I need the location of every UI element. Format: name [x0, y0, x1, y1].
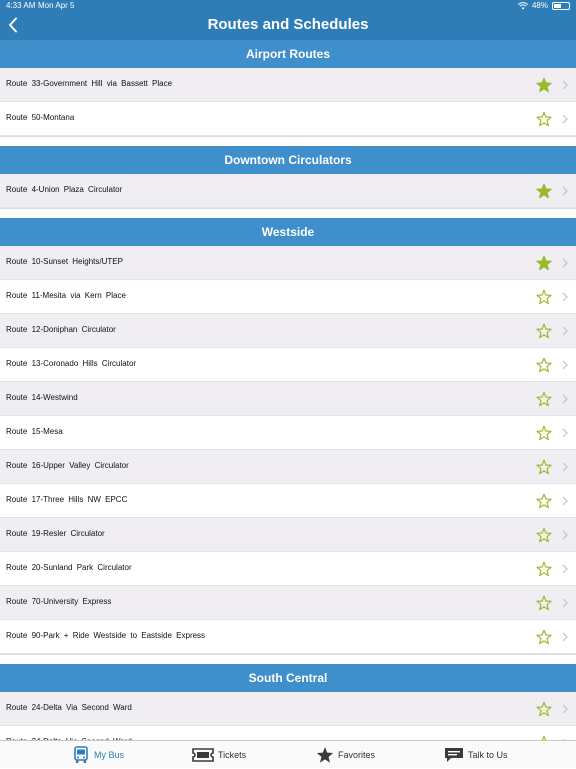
favorite-star-icon[interactable] — [536, 595, 552, 611]
chevron-right-icon — [561, 462, 569, 472]
route-row[interactable] — [0, 246, 576, 280]
route-row[interactable] — [0, 314, 576, 348]
route-row[interactable] — [0, 416, 576, 450]
route-label: Route 19-Resler Circulator — [6, 529, 105, 538]
star-icon — [316, 746, 334, 764]
favorite-star-icon[interactable] — [536, 391, 552, 407]
route-row[interactable] — [0, 174, 576, 208]
favorite-star-icon[interactable] — [536, 629, 552, 645]
route-label: Route 4-Union Plaza Circulator — [6, 185, 123, 194]
chevron-right-icon — [561, 428, 569, 438]
favorite-star-icon[interactable] — [536, 561, 552, 577]
tab-tickets[interactable] — [192, 741, 246, 769]
status-time: 4:33 AM — [6, 1, 36, 10]
route-label: Route 70-University Express — [6, 597, 112, 606]
battery-icon — [552, 2, 570, 10]
wifi-icon — [518, 2, 528, 10]
section-header: Westside — [0, 218, 576, 246]
section-spacer — [0, 208, 576, 218]
favorite-star-icon[interactable] — [536, 289, 552, 305]
favorite-star-icon[interactable] — [536, 527, 552, 543]
chevron-right-icon — [561, 496, 569, 506]
favorite-star-filled-icon[interactable] — [536, 183, 552, 199]
route-label: Route 15-Mesa — [6, 427, 63, 436]
chevron-right-icon — [561, 114, 569, 124]
chevron-right-icon — [561, 598, 569, 608]
route-label: Route 20-Sunland Park Circulator — [6, 563, 132, 572]
chevron-right-icon — [561, 394, 569, 404]
chat-icon — [444, 747, 464, 763]
route-row[interactable] — [0, 280, 576, 314]
section-header: Airport Routes — [0, 40, 576, 68]
route-label: Route 50-Montana — [6, 113, 75, 122]
page-title: Routes and Schedules — [207, 16, 369, 33]
chevron-right-icon — [561, 258, 569, 268]
route-label: Route 11-Mesita via Kern Place — [6, 291, 126, 300]
route-row[interactable] — [0, 102, 576, 136]
chevron-right-icon — [561, 326, 569, 336]
navigation-bar — [0, 0, 576, 40]
route-row[interactable] — [0, 382, 576, 416]
route-row[interactable] — [0, 552, 576, 586]
tab-label: Favorites — [338, 750, 376, 760]
tab-bar — [0, 740, 576, 768]
route-row[interactable] — [0, 518, 576, 552]
route-label: Route 14-Westwind — [6, 393, 78, 402]
chevron-right-icon — [561, 530, 569, 540]
tab-my-bus[interactable] — [72, 741, 124, 769]
route-row[interactable] — [0, 68, 576, 102]
chevron-right-icon — [561, 80, 569, 90]
favorite-star-icon[interactable] — [536, 425, 552, 441]
chevron-right-icon — [561, 632, 569, 642]
status-date: Mon Apr 5 — [38, 1, 75, 10]
favorite-star-icon[interactable] — [536, 701, 552, 717]
favorite-star-filled-icon[interactable] — [536, 255, 552, 271]
route-label: Route 24-Delta Via Second Ward — [6, 703, 132, 712]
route-label: Route 12-Doniphan Circulator — [6, 325, 116, 334]
tab-favorites[interactable] — [316, 741, 375, 769]
favorite-star-icon[interactable] — [536, 493, 552, 509]
status-indicators — [518, 1, 570, 10]
favorite-star-icon[interactable] — [536, 459, 552, 475]
chevron-right-icon — [561, 564, 569, 574]
route-row[interactable] — [0, 586, 576, 620]
section-header: South Central — [0, 664, 576, 692]
route-row[interactable] — [0, 348, 576, 382]
route-row[interactable] — [0, 692, 576, 726]
route-list[interactable] — [0, 40, 576, 740]
tab-talk-to-us[interactable] — [444, 741, 508, 769]
route-label: Route 16-Upper Valley Circulator — [6, 461, 129, 470]
ticket-icon — [192, 748, 214, 762]
favorite-star-icon[interactable] — [536, 323, 552, 339]
section-header: Downtown Circulators — [0, 146, 576, 174]
bus-icon — [72, 746, 90, 764]
route-row[interactable] — [0, 620, 576, 654]
route-label: Route 10-Sunset Heights/UTEP — [6, 257, 123, 266]
route-label: Route 33-Government Hill via Bassett Place — [6, 79, 173, 88]
chevron-right-icon — [561, 704, 569, 714]
battery-percent: 48% — [531, 1, 548, 10]
route-label: Route 90-Park + Ride Westside to Eastside Express — [6, 631, 206, 640]
tab-label: Tickets — [218, 750, 247, 760]
favorite-star-icon[interactable] — [536, 111, 552, 127]
route-label: Route 13-Coronado Hills Circulator — [6, 359, 137, 368]
chevron-right-icon — [561, 186, 569, 196]
route-row[interactable] — [0, 450, 576, 484]
route-row[interactable] — [0, 484, 576, 518]
favorite-star-filled-icon[interactable] — [536, 77, 552, 93]
chevron-right-icon — [561, 292, 569, 302]
section-spacer — [0, 136, 576, 146]
chevron-right-icon — [561, 360, 569, 370]
section-spacer — [0, 654, 576, 664]
tab-label: Talk to Us — [468, 750, 508, 760]
favorite-star-icon[interactable] — [536, 357, 552, 373]
tab-label: My Bus — [94, 750, 125, 760]
route-label: Route 17-Three Hills NW EPCC — [6, 495, 128, 504]
